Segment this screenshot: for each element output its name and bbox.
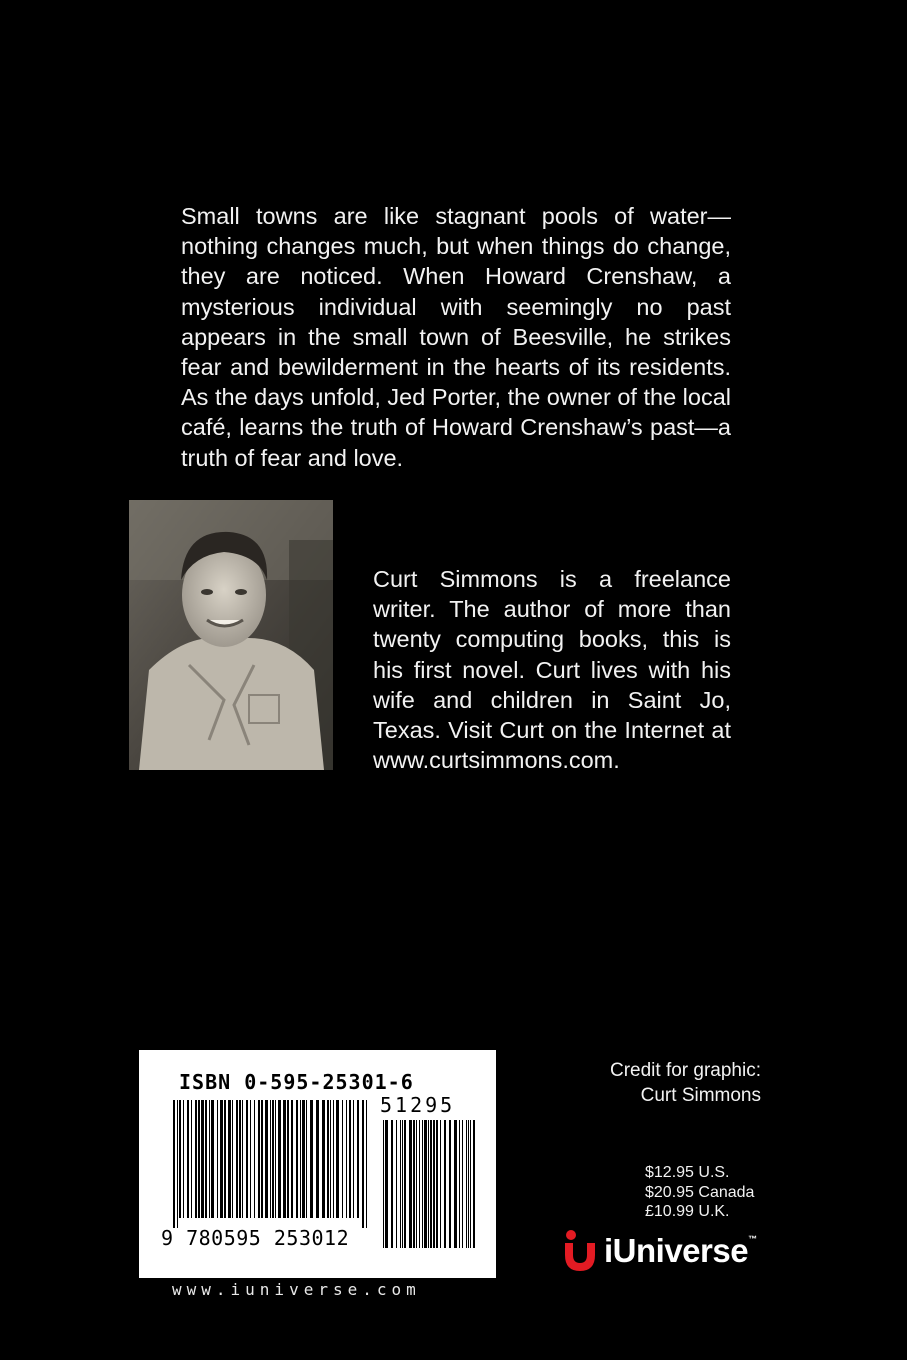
isbn-number: ISBN 0-595-25301-6	[179, 1070, 414, 1094]
price-canada: $20.95 Canada	[645, 1183, 755, 1201]
trademark-symbol: ™	[748, 1234, 757, 1244]
iuniverse-logo-text: iUniverse	[604, 1232, 749, 1269]
price-uk: £10.99 U.K.	[645, 1203, 730, 1220]
back-cover-blurb: Small towns are like stagnant pools of water—nothing changes much, but when things do change, they are noticed. When Howard Crenshaw, a mysterious individual with seemingly no past appears in the small town of Beesville, he strikes fear and bewilderment in the hearts of its residents. As the days unfold, Jed Porter, the owner of the local café, learns the truth of Howard Crenshaw’s past—a truth of fear and love.	[181, 203, 731, 471]
author-bio: Curt Simmons is a freelance writer. The author of more than twenty computing books, this is his first novel. Curt lives with his wife and children in Saint Jo, Texas. Visit Curt on the Internet at www.curtsimmons.com.	[373, 566, 731, 774]
ean-number: 9 780595 253012	[161, 1226, 350, 1250]
price-us: $12.95 U.S.	[645, 1164, 730, 1181]
isbn-barcode	[139, 1050, 496, 1278]
price-addon-number: 51295	[380, 1093, 456, 1117]
iuniverse-logo-icon	[562, 1229, 598, 1273]
publisher-website: www.iuniverse.com	[172, 1280, 421, 1299]
price-list	[645, 1163, 754, 1222]
graphic-credit	[610, 1059, 761, 1108]
credit-label: Credit for graphic:	[609, 1060, 761, 1081]
iuniverse-logo	[562, 1226, 757, 1276]
author-photo	[129, 500, 333, 770]
credit-name: Curt Simmons	[640, 1084, 761, 1106]
